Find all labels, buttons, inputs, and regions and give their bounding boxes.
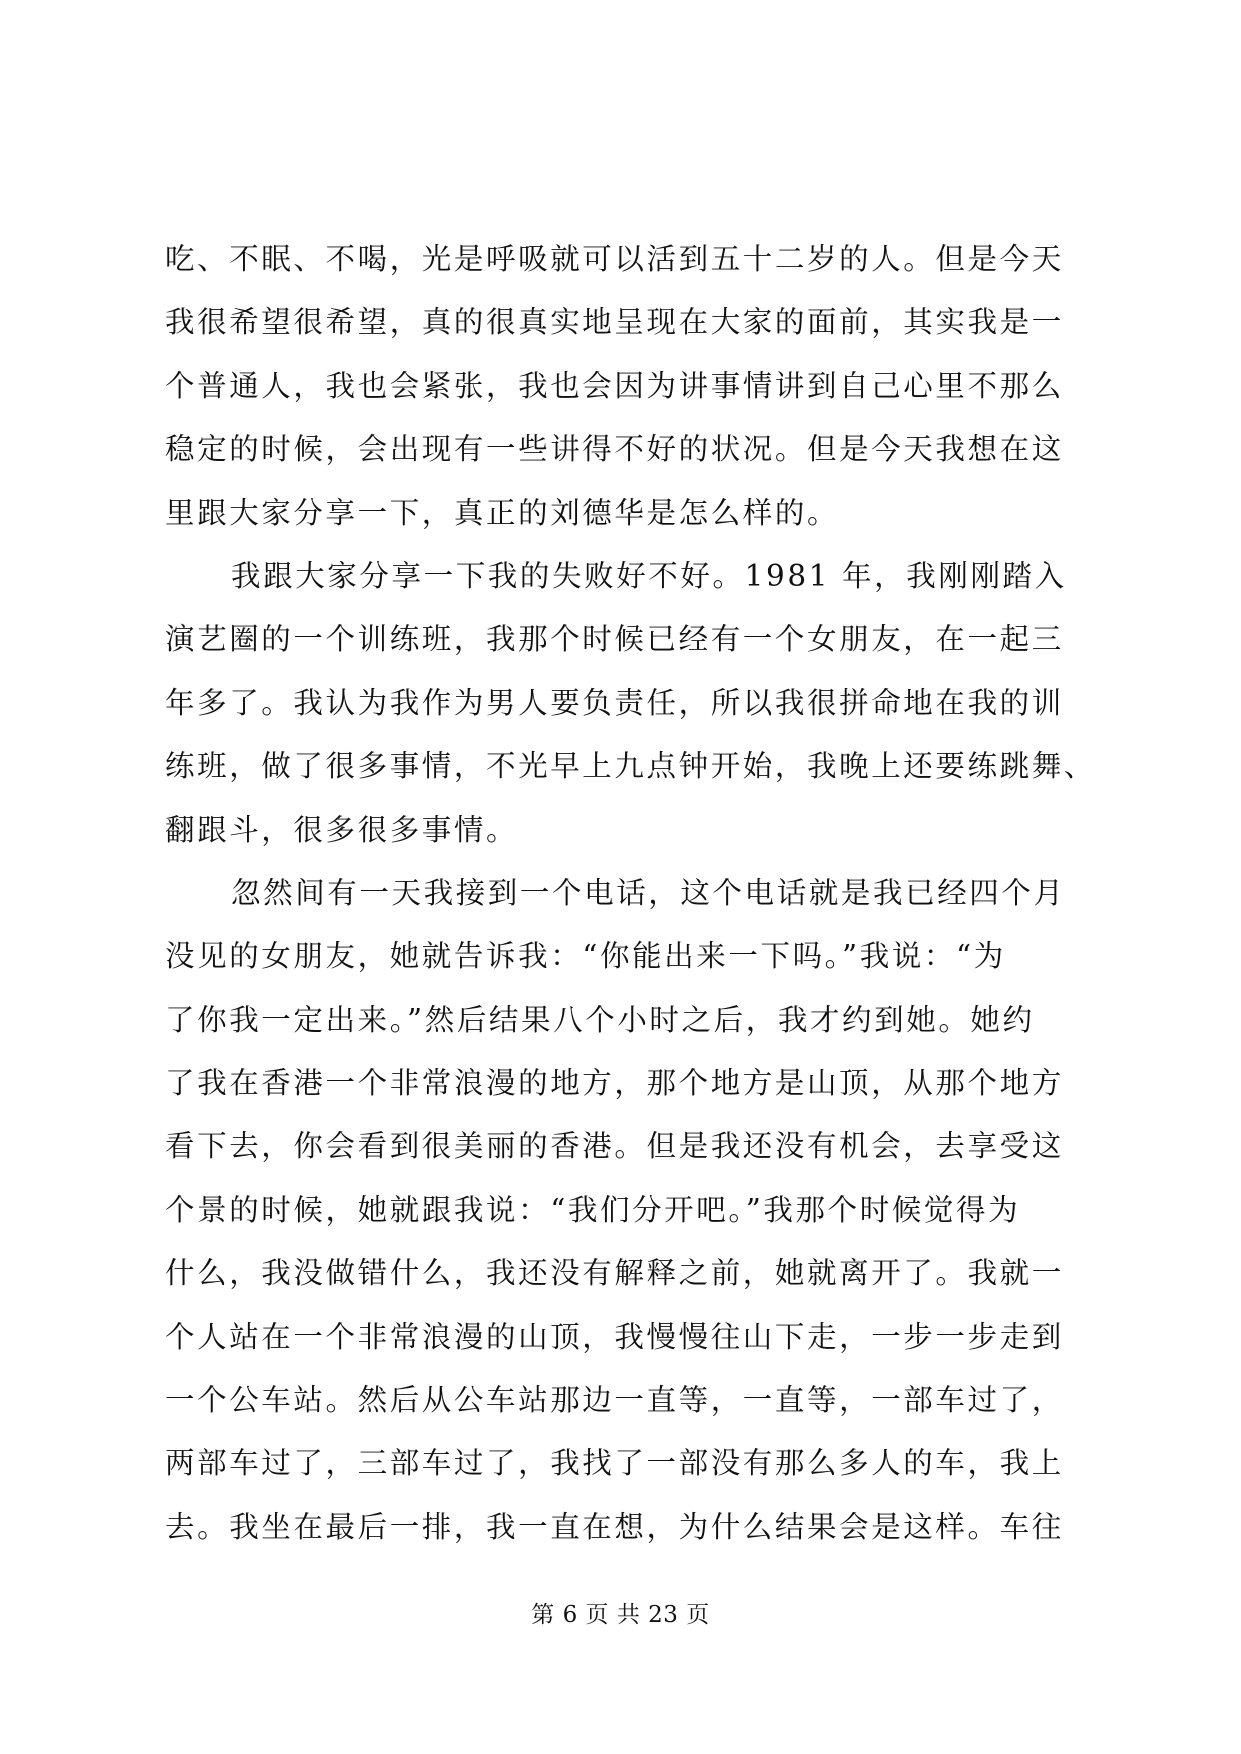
paragraph-start-line: 我跟大家分享一下我的失败好不好。1981 年，我刚刚踏入	[231, 558, 1067, 593]
text-line: 两部车过了，三部车过了，我找了一部没有那么多人的车，我上	[165, 1446, 1064, 1481]
text-line: 没见的女朋友，她就告诉我：“你能出来一下吗。”我说：“为	[165, 939, 1006, 974]
text-line: 个普通人，我也会紧张，我也会因为讲事情讲到自己心里不那么	[165, 368, 1064, 403]
text-line: 里跟大家分享一下，真正的刘德华是怎么样的。	[165, 495, 840, 530]
text-line: 了你我一定出来。”然后结果八个小时之后，我才约到她。她约	[165, 1002, 1035, 1037]
text-line: 演艺圈的一个训练班，我那个时候已经有一个女朋友，在一起三	[165, 622, 1064, 657]
text-line: 吃、不眠、不喝，光是呼吸就可以活到五十二岁的人。但是今天	[165, 242, 1064, 276]
text-line: 年多了。我认为我作为男人要负责任，所以我很拼命地在我的训	[165, 685, 1064, 720]
page-number-footer: 第 6 页 共 23 页	[531, 1602, 710, 1628]
text-line: 了我在香港一个非常浪漫的地方，那个地方是山顶，从那个地方	[165, 1066, 1064, 1101]
text-line: 稳定的时候，会出现有一些讲得不好的状况。但是今天我想在这	[165, 432, 1064, 467]
text-line: 什么，我没做错什么，我还没有解释之前，她就离开了。我就一	[165, 1256, 1064, 1291]
body-text	[165, 228, 1105, 1559]
text-line: 个景的时候，她就跟我说：“我们分开吧。”我那个时候觉得为	[165, 1192, 1021, 1227]
text-line: 一个公车站。然后从公车站那边一直等，一直等，一部车过了，	[165, 1383, 1064, 1418]
paragraph-start-line: 忽然间有一天我接到一个电话，这个电话就是我已经四个月	[231, 875, 1066, 910]
text-line: 我很希望很希望，真的很真实地呈现在大家的面前，其实我是一	[165, 305, 1064, 340]
text-line: 看下去，你会看到很美丽的香港。但是我还没有机会，去享受这	[165, 1129, 1064, 1164]
text-line: 去。我坐在最后一排，我一直在想，为什么结果会是这样。车往	[165, 1509, 1064, 1544]
text-line: 个人站在一个非常浪漫的山顶，我慢慢往山下走，一步一步走到	[165, 1319, 1064, 1354]
text-line: 翻跟斗，很多很多事情。	[165, 812, 519, 847]
text-line: 练班，做了很多事情，不光早上九点钟开始，我晚上还要练跳舞、	[165, 749, 1096, 784]
